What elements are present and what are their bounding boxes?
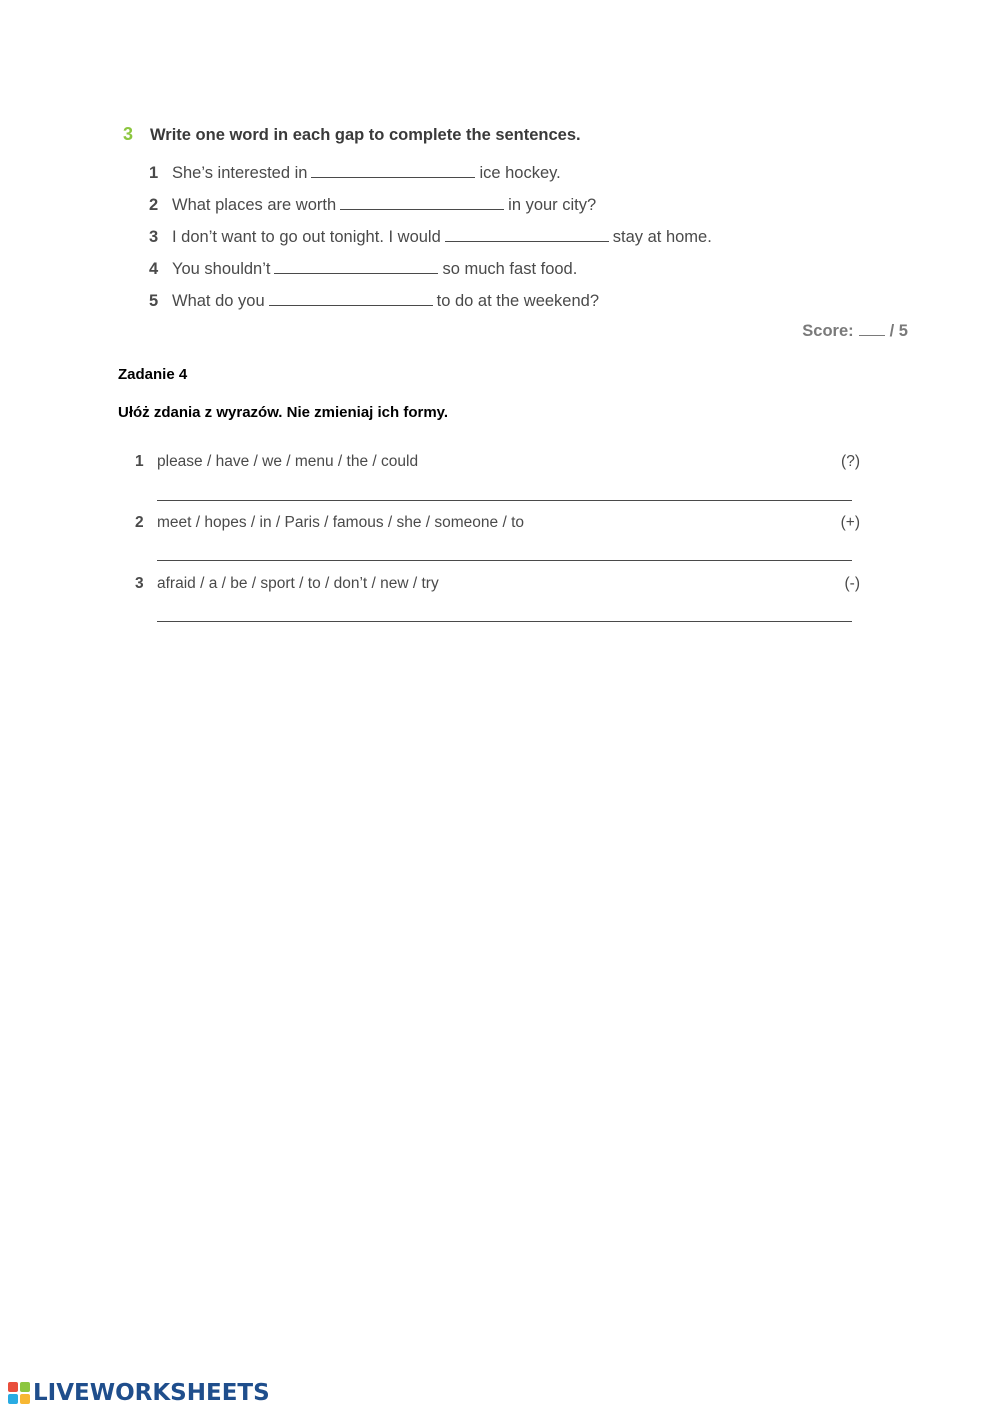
logo-square — [20, 1394, 30, 1404]
word-order-item — [135, 453, 860, 471]
sentence-number: 2 — [149, 196, 159, 214]
item-number: 1 — [135, 453, 144, 470]
logo-square — [8, 1394, 18, 1404]
item-sentence-type: (?) — [841, 453, 860, 470]
sentence-text-after: to do at the weekend? — [436, 292, 600, 310]
answer-input[interactable] — [157, 540, 852, 561]
exercise-title: Write one word in each gap to complete the sentences. — [150, 126, 581, 144]
logo-square — [8, 1382, 18, 1392]
sentence-text-after: stay at home. — [612, 228, 712, 246]
item-number: 3 — [135, 575, 144, 592]
item-sentence-type: (+) — [840, 514, 860, 531]
exercise-number: 3 — [123, 124, 134, 144]
score-total: / 5 — [889, 322, 908, 340]
sentence-number: 3 — [149, 228, 159, 246]
sentence-text-before: She’s interested in — [172, 164, 308, 182]
sentence-number: 1 — [149, 164, 159, 182]
sentence-row — [149, 163, 561, 183]
gap-input[interactable] — [445, 227, 609, 242]
sentence-row — [149, 291, 599, 311]
item-words: please / have / we / menu / the / could — [157, 453, 419, 470]
gap-input[interactable] — [269, 291, 433, 306]
logo-icon — [8, 1382, 30, 1404]
sentence-text-before: What do you — [172, 292, 265, 310]
task-title: Zadanie 4 — [118, 366, 188, 383]
sentence-row — [149, 259, 577, 279]
score — [802, 322, 908, 341]
sentence-text-after: so much fast food. — [442, 260, 578, 278]
item-words: afraid / a / be / sport / to / don’t / new / try — [157, 575, 439, 592]
answer-input[interactable] — [157, 480, 852, 501]
answer-input[interactable] — [157, 601, 852, 622]
item-number: 2 — [135, 514, 144, 531]
item-sentence-type: (-) — [844, 575, 860, 592]
word-order-item — [135, 514, 860, 532]
sentence-row — [149, 195, 596, 215]
gap-input[interactable] — [311, 163, 475, 178]
sentence-text-before: I don’t want to go out tonight. I would — [172, 228, 441, 246]
gap-input[interactable] — [274, 259, 438, 274]
logo-square — [20, 1382, 30, 1392]
logo-text: LIVEWORKSHEETS — [33, 1380, 270, 1406]
word-order-item — [135, 575, 860, 593]
sentence-text-after: in your city? — [508, 196, 597, 214]
sentence-number: 5 — [149, 292, 159, 310]
sentence-number: 4 — [149, 260, 159, 278]
sentence-text-after: ice hockey. — [479, 164, 561, 182]
sentence-text-before: What places are worth — [172, 196, 337, 214]
sentence-row — [149, 227, 712, 247]
sentence-text-before: You shouldn’t — [172, 260, 271, 278]
task-instruction: Ułóż zdania z wyrazów. Nie zmieniaj ich formy. — [118, 404, 449, 421]
score-label: Score: — [802, 322, 854, 340]
item-words: meet / hopes / in / Paris / famous / she / someone / to — [157, 514, 525, 531]
score-gap — [859, 323, 885, 336]
gap-input[interactable] — [340, 195, 504, 210]
liveworksheets-logo[interactable] — [8, 1380, 270, 1406]
